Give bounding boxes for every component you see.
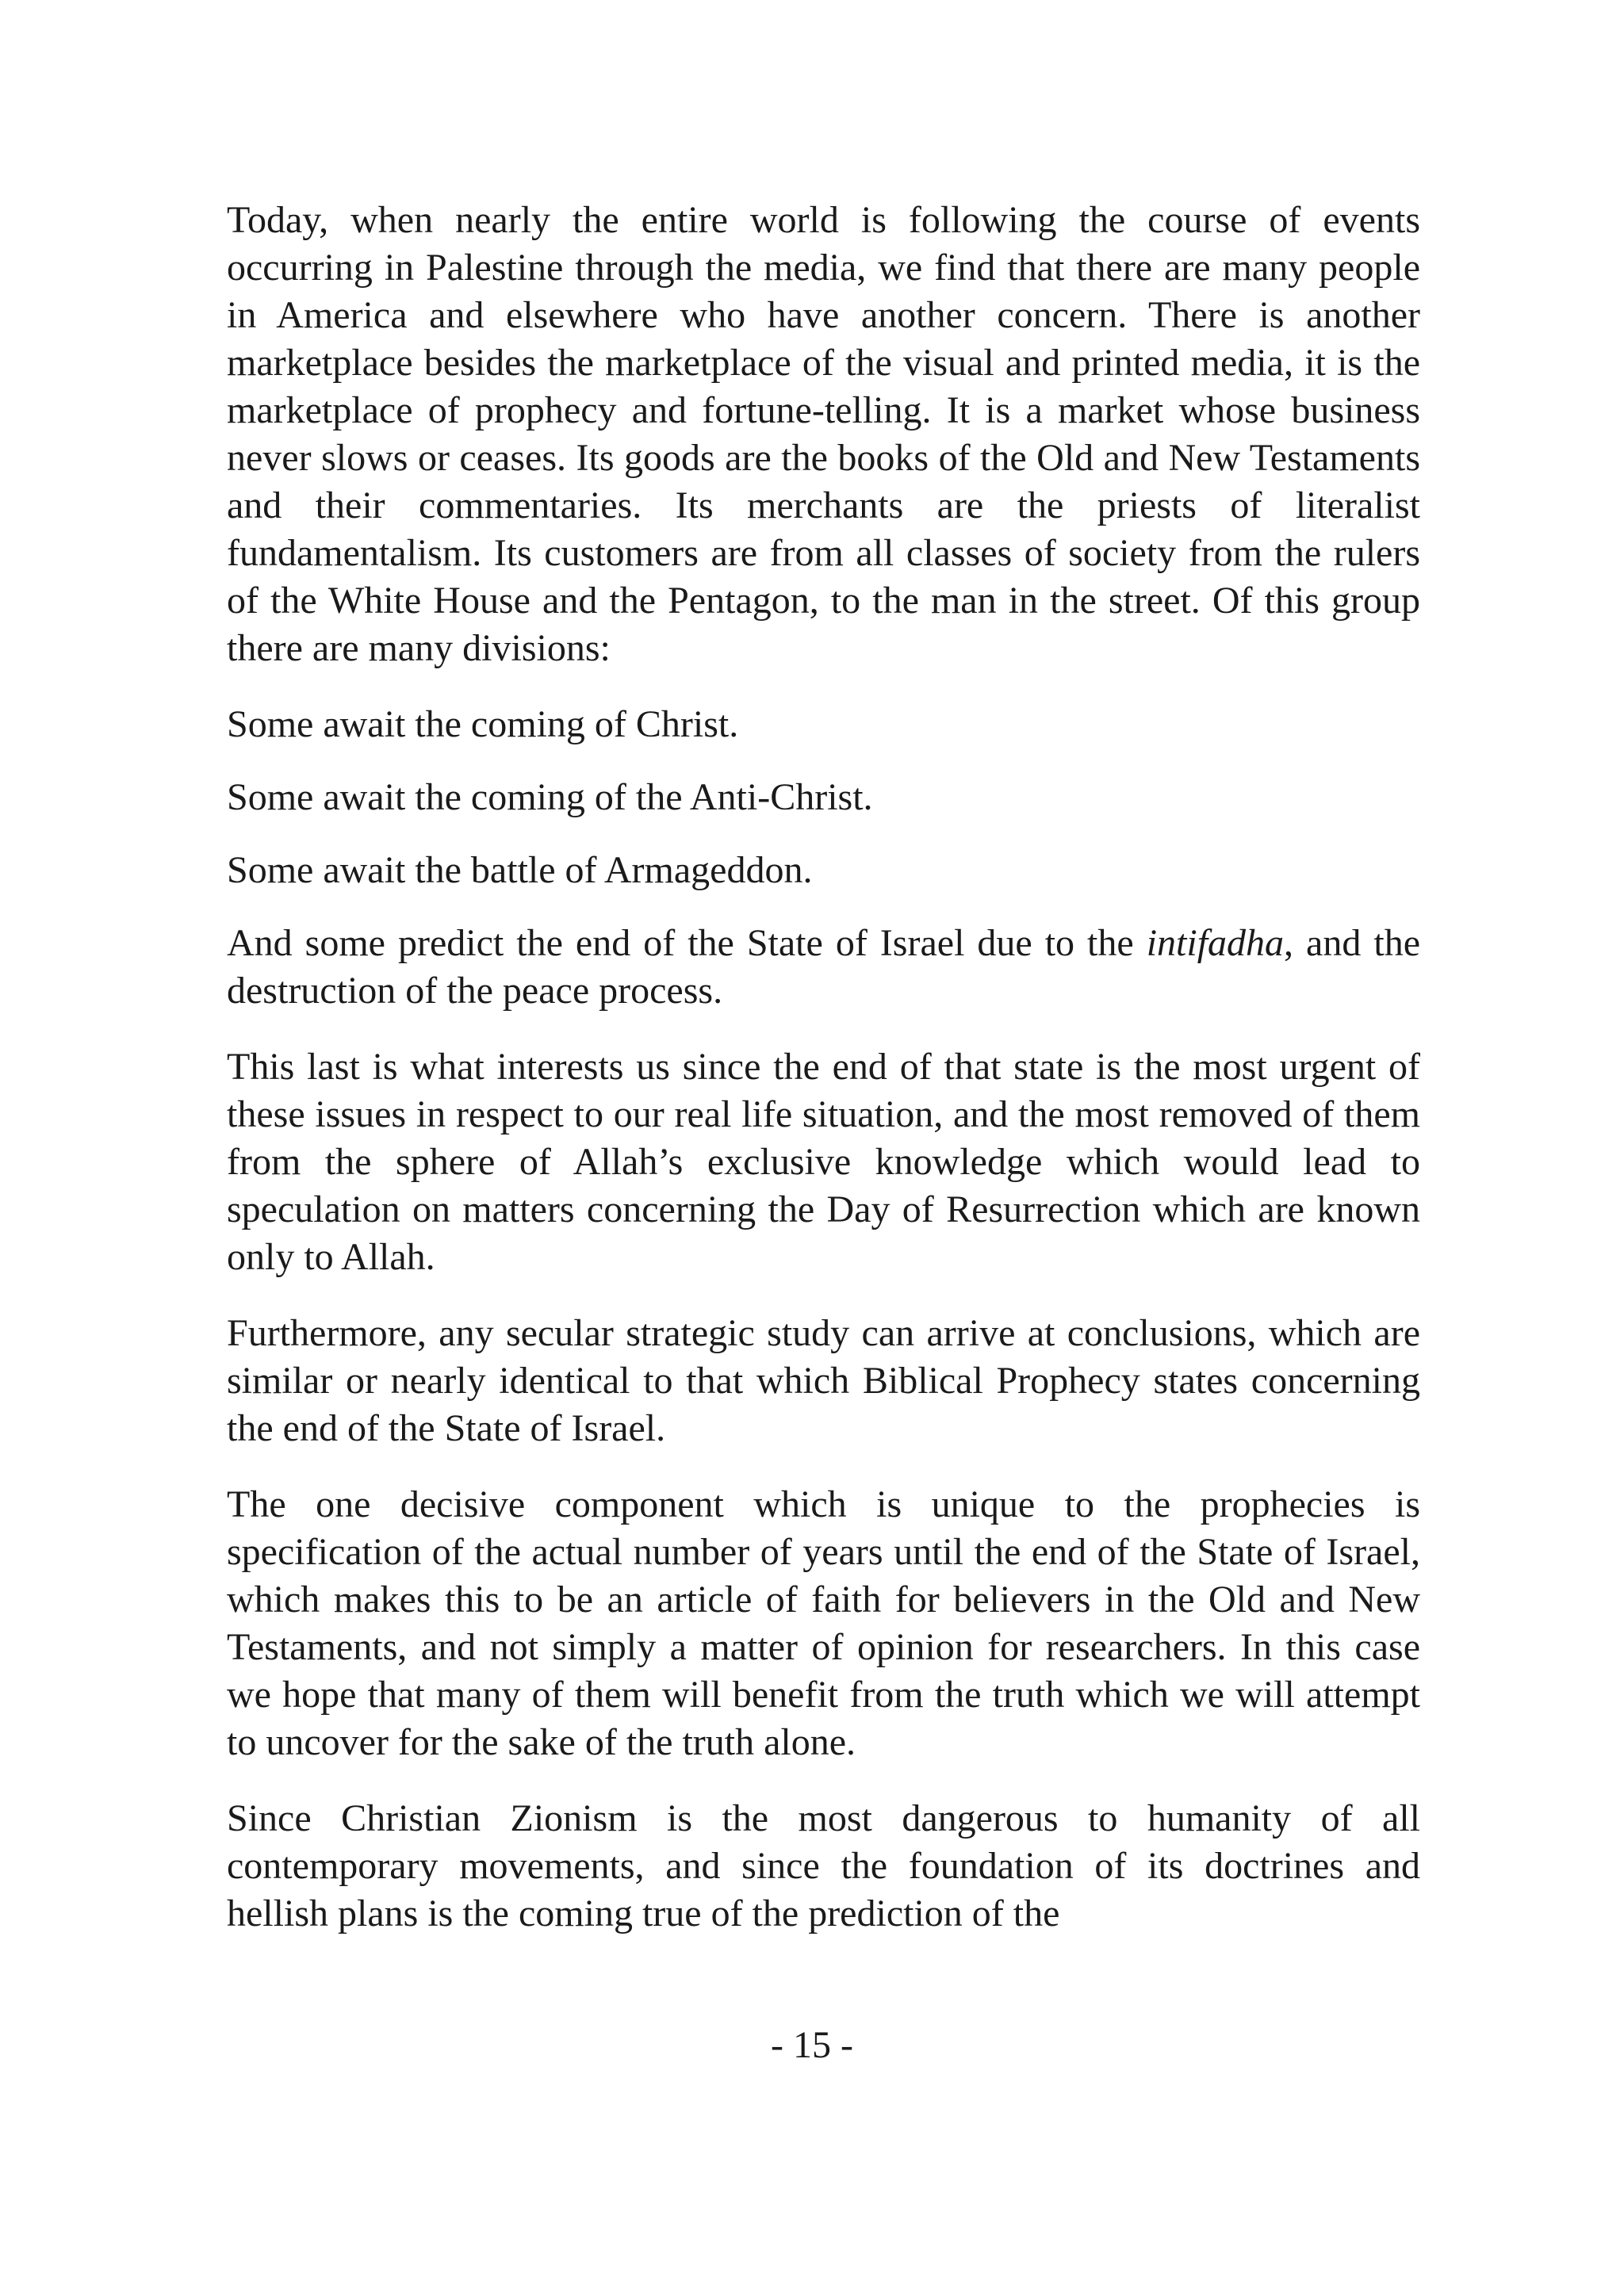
paragraph-decisive-component: The one decisive component which is unique to the prophecies is specification of the actual number of years until the end of the State of Israel, which makes this to be an article of faith for believers in the Old and New Testaments, and not simply a matter of opinion for researchers. In this case we hope that many of them will benefit from the truth which we will attempt to uncover for the sake of the truth alone. <box>227 1483 1420 1763</box>
paragraph-marketplace: Today, when nearly the entire world is following the course of events occurring in Palestine through the media, we find that there are many people in America and elsewhere who have another concern. There is another marketplace besides the marketplace of the visual and printed media, it is the marketplace of prophecy and fortune-telling. It is a market whose business never slows or ceases. Its goods are the books of the Old and New Testaments and their commentaries. Its merchants are the priests of literalist fundamentalism. Its customers are from all classes of society from the rulers of the White House and the Pentagon, to the man in the street. Of this group there are many divisions: <box>227 199 1420 669</box>
paragraph-furthermore: Furthermore, any secular strategic study can arrive at conclusions, which are similar or nearly identical to that which Biblical Prophecy states concerning the end of the State of Israel. <box>227 1312 1420 1449</box>
page-body <box>227 197 1420 1966</box>
paragraph-armageddon: Some await the battle of Armageddon. <box>227 849 813 891</box>
paragraph-this-last: This last is what interests us since the end of that state is the most urgent of these issues in respect to our real life situation, and the most removed of them from the sphere of Allah’s exclusive knowledge which would lead to speculation on matters concerning the Day of Resurrection which are known only to Allah. <box>227 1046 1420 1278</box>
intifadha-term: intifadha <box>1146 922 1285 964</box>
paragraph-intifadha <box>227 920 1420 1015</box>
page-number: - 15 - <box>771 2024 853 2066</box>
paragraph-christian-zionism: Since Christian Zionism is the most dangerous to humanity of all contemporary movements, and since the foundation of its doctrines and hellish plans is the coming true of the prediction of the <box>227 1797 1420 1934</box>
intifadha-text-before: And some predict the end of the State of Israel due to the <box>227 922 1147 964</box>
paragraph-anti-christ: Some await the coming of the Anti-Christ. <box>227 776 873 818</box>
intifadha-text-after: , and the destruction of the peace process. <box>227 922 1420 1012</box>
paragraph-christ: Some await the coming of Christ. <box>227 703 739 745</box>
